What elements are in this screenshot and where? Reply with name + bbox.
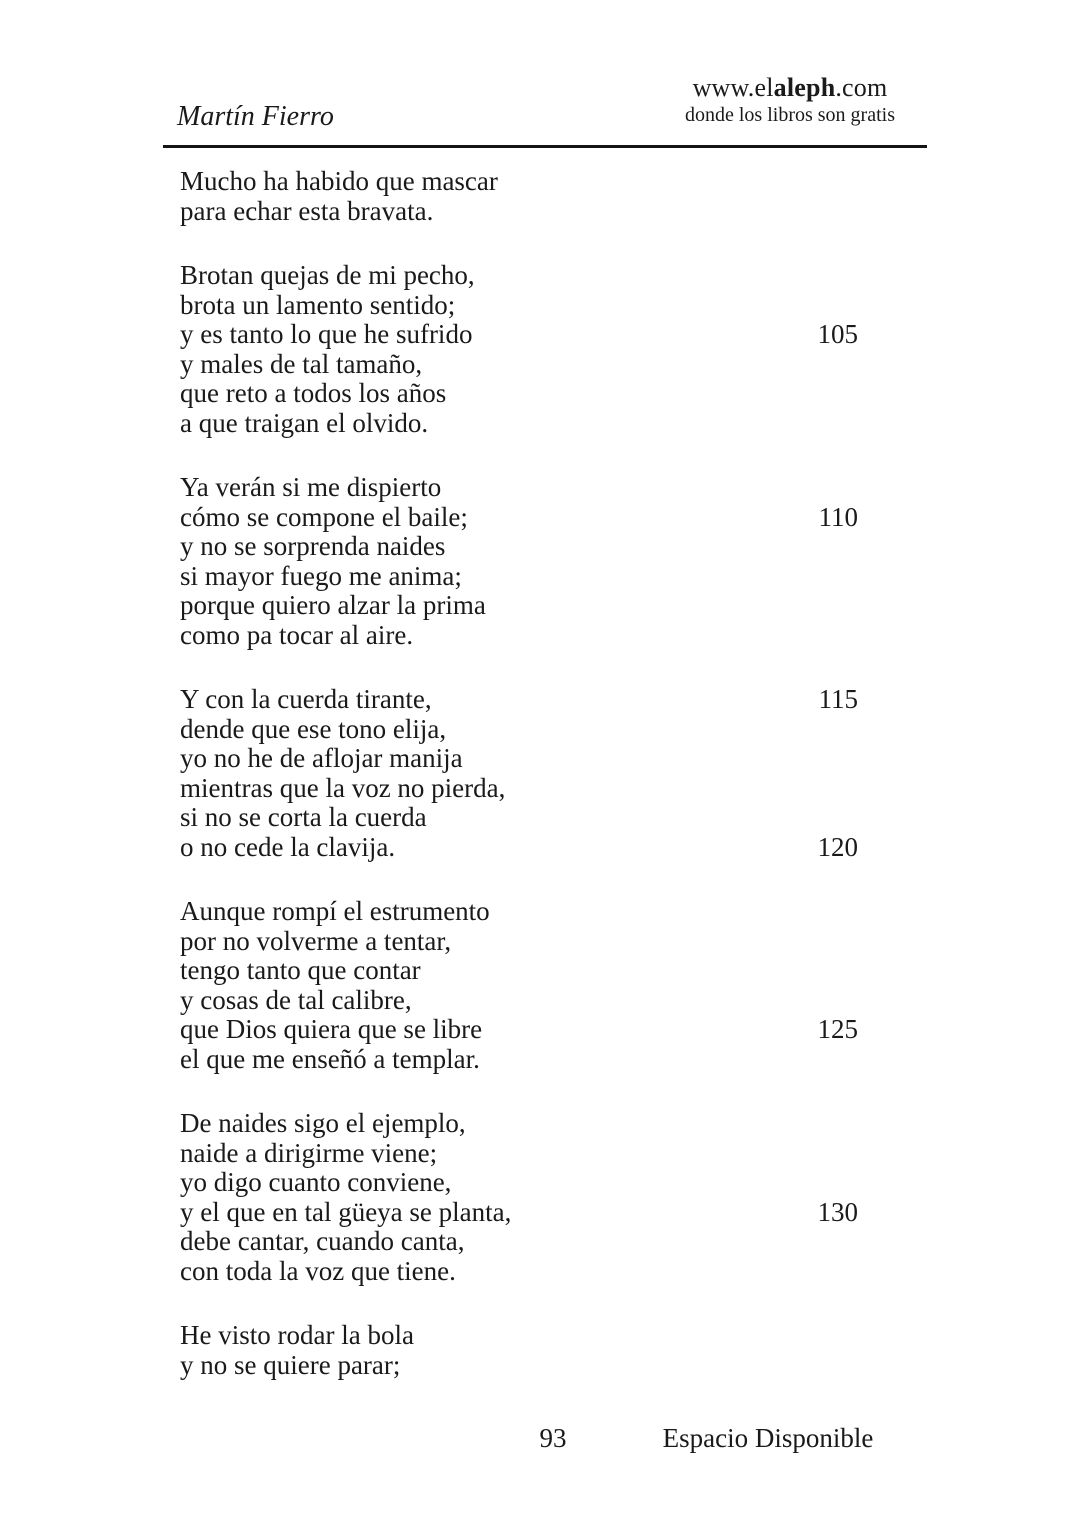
verse-text: que Dios quiera que se libre xyxy=(180,1014,483,1044)
site-url xyxy=(640,72,940,103)
poem-line xyxy=(180,1321,858,1351)
verse-line-number: 120 xyxy=(817,831,858,862)
verse-text: y no se sorprenda naides xyxy=(180,531,446,561)
stanza xyxy=(180,1321,858,1380)
verse-text: y cosas de tal calibre, xyxy=(180,984,412,1015)
verse-text: dende que ese tono elija, xyxy=(180,713,447,744)
verse-text: cómo se compone el baile; xyxy=(180,501,468,532)
verse-text: Y con la cuerda tirante, xyxy=(180,684,432,714)
verse-text: y el que en tal güeya se planta, xyxy=(180,1196,512,1227)
verse-line-number: 110 xyxy=(818,501,858,532)
poem-line xyxy=(180,1168,858,1198)
poem-line xyxy=(180,473,858,503)
verse-text: por no volverme a tentar, xyxy=(180,925,452,956)
verse-text: debe cantar, cuando canta, xyxy=(180,1226,465,1256)
header-rule xyxy=(163,145,927,148)
verse-text: tengo tanto que contar xyxy=(180,955,421,985)
stanza xyxy=(180,1109,858,1286)
poem-line xyxy=(180,685,858,715)
poem-line xyxy=(180,197,858,227)
verse-text: y males de tal tamaño, xyxy=(180,348,423,379)
poem-line xyxy=(180,261,858,291)
verse-text: si mayor fuego me anima; xyxy=(180,560,462,591)
verse-text: Brotan quejas de mi pecho, xyxy=(180,260,475,290)
verse-text: naide a dirigirme viene; xyxy=(180,1137,438,1168)
verse-text: mientras que la voz no pierda, xyxy=(180,772,506,803)
poem-line xyxy=(180,291,858,321)
poem-line xyxy=(180,1045,858,1075)
page-number: 93 xyxy=(539,1423,567,1453)
verse-text: o no cede la clavija. xyxy=(180,831,396,862)
poem-line xyxy=(180,744,858,774)
verse-text: brota un lamento sentido; xyxy=(180,289,456,320)
poem-line xyxy=(180,532,858,562)
verse-text: porque quiero alzar la prima xyxy=(180,590,486,620)
poem-line xyxy=(180,320,858,350)
verse-line-number: 125 xyxy=(817,1014,858,1044)
verse-text: y es tanto lo que he sufrido xyxy=(180,319,473,349)
verse-line-number: 115 xyxy=(818,684,858,714)
poem-body xyxy=(180,167,858,1380)
verse-text: y no se quiere parar; xyxy=(180,1349,401,1380)
poem-line xyxy=(180,1015,858,1045)
poem-line xyxy=(180,1351,858,1381)
poem-line xyxy=(180,1257,858,1287)
poem-line xyxy=(180,591,858,621)
poem-line xyxy=(180,1109,858,1139)
verse-text: si no se corta la cuerda xyxy=(180,802,427,832)
poem-line xyxy=(180,562,858,592)
verse-text: Ya verán si me dispierto xyxy=(180,472,442,502)
site-url-brand: aleph xyxy=(773,73,836,102)
poem-line xyxy=(180,1227,858,1257)
verse-text: Aunque rompí el estrumento xyxy=(180,896,490,926)
site-branding xyxy=(640,72,940,127)
verse-text: que reto a todos los años xyxy=(180,378,447,408)
site-tagline: donde los libros son gratis xyxy=(685,104,895,126)
verse-text: De naides sigo el ejemplo, xyxy=(180,1108,466,1138)
poem-line xyxy=(180,803,858,833)
stanza xyxy=(180,261,858,438)
poem-line xyxy=(180,1198,858,1228)
poem-line xyxy=(180,715,858,745)
verse-text: para echar esta bravata. xyxy=(180,195,434,226)
available-space-note: Espacio Disponible xyxy=(662,1423,874,1453)
site-url-suffix: .com xyxy=(835,73,888,102)
verse-text: como pa tocar al aire. xyxy=(180,619,414,650)
poem-line xyxy=(180,621,858,651)
stanza xyxy=(180,685,858,862)
verse-text: yo no he de aflojar manija xyxy=(180,743,463,773)
poem-line xyxy=(180,774,858,804)
book-title: Martín Fierro xyxy=(177,101,334,132)
stanza xyxy=(180,167,858,226)
verse-text: con toda la voz que tiene. xyxy=(180,1255,456,1286)
poem-line xyxy=(180,167,858,197)
verse-text: yo digo cuanto conviene, xyxy=(180,1167,452,1197)
poem-line xyxy=(180,350,858,380)
verse-text: el que me enseñó a templar. xyxy=(180,1043,480,1074)
poem-line xyxy=(180,986,858,1016)
stanza xyxy=(180,897,858,1074)
poem-line xyxy=(180,897,858,927)
poem-line xyxy=(180,833,858,863)
verse-text: Mucho ha habido que mascar xyxy=(180,166,498,196)
poem-line xyxy=(180,409,858,439)
poem-line xyxy=(180,927,858,957)
verse-line-number: 105 xyxy=(817,319,858,349)
poem-line xyxy=(180,1139,858,1169)
verse-line-number: 130 xyxy=(817,1196,858,1227)
page-footer xyxy=(0,1423,1080,1457)
verse-text: a que traigan el olvido. xyxy=(180,407,429,438)
poem-line xyxy=(180,956,858,986)
poem-line xyxy=(180,379,858,409)
site-url-prefix: www.el xyxy=(692,73,774,102)
stanza xyxy=(180,473,858,650)
verse-text: He visto rodar la bola xyxy=(180,1320,414,1350)
poem-line xyxy=(180,503,858,533)
